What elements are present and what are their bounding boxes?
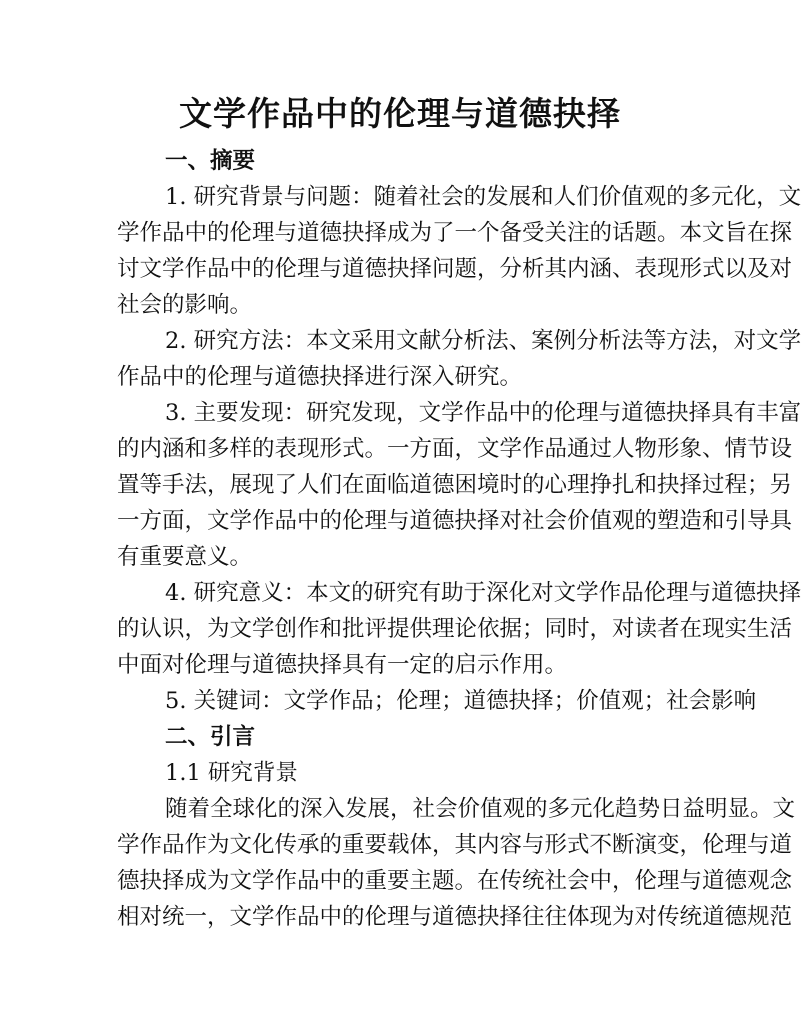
paragraph-line: 一方面，文学作品中的伦理与道德抉择对社会价值观的塑造和引导具	[117, 508, 793, 534]
paragraph	[117, 179, 801, 323]
paragraph	[117, 791, 796, 935]
paragraph-line: 的认识，为文学创作和批评提供理论依据；同时，对读者在现实生活	[117, 616, 793, 642]
paragraph-line: 讨文学作品中的伦理与道德抉择问题，分析其内涵、表现形式以及对	[117, 256, 793, 282]
paragraph-line: 有重要意义。	[117, 544, 253, 570]
paragraph-line: 中面对伦理与道德抉择具有一定的启示作用。	[117, 652, 568, 678]
paragraph-line: 德抉择成为文学作品中的重要主题。在传统社会中，伦理与道德观念	[117, 868, 793, 894]
paragraph-line: 随着全球化的深入发展，社会价值观的多元化趋势日益明显。文	[165, 796, 796, 822]
paragraph-line: 作品中的伦理与道德抉择进行深入研究。	[117, 364, 523, 390]
section-heading: 一、摘要	[165, 148, 256, 174]
paragraph-line: 1.1 研究背景	[165, 760, 298, 786]
paragraph-line: 社会的影响。	[117, 292, 253, 318]
paragraph	[117, 755, 679, 791]
section-heading: 二、引言	[165, 724, 256, 750]
paragraph	[117, 395, 801, 575]
paragraph-line: 2. 研究方法：本文采用文献分析法、案例分析法等方法，对文学	[165, 328, 801, 354]
paragraph	[117, 575, 801, 683]
paragraph-line: 的内涵和多样的表现形式。一方面，文学作品通过人物形象、情节设	[117, 436, 793, 462]
paragraph-line: 3. 主要发现：研究发现，文学作品中的伦理与道德抉择具有丰富	[165, 400, 801, 426]
paragraph-line: 学作品中的伦理与道德抉择成为了一个备受关注的话题。本文旨在探	[117, 220, 793, 246]
document-title: 文学作品中的伦理与道德抉择	[179, 94, 621, 133]
paragraph	[117, 323, 801, 395]
document-body	[117, 143, 801, 935]
paragraph-line: 1. 研究背景与问题：随着社会的发展和人们价值观的多元化，文	[165, 184, 801, 210]
paragraph-line: 4. 研究意义：本文的研究有助于深化对文学作品伦理与道德抉择	[165, 580, 801, 606]
paragraph-line: 5. 关键词：文学作品；伦理；道德抉择；价值观；社会影响	[165, 688, 757, 714]
paragraph-line: 置等手法，展现了人们在面临道德困境时的心理挣扎和抉择过程；另	[117, 472, 793, 498]
paragraph-line: 相对统一，文学作品中的伦理与道德抉择往往体现为对传统道德规范	[117, 904, 793, 930]
paragraph	[117, 683, 757, 719]
paragraph-line: 学作品作为文化传承的重要载体，其内容与形式不断演变，伦理与道	[117, 832, 793, 858]
